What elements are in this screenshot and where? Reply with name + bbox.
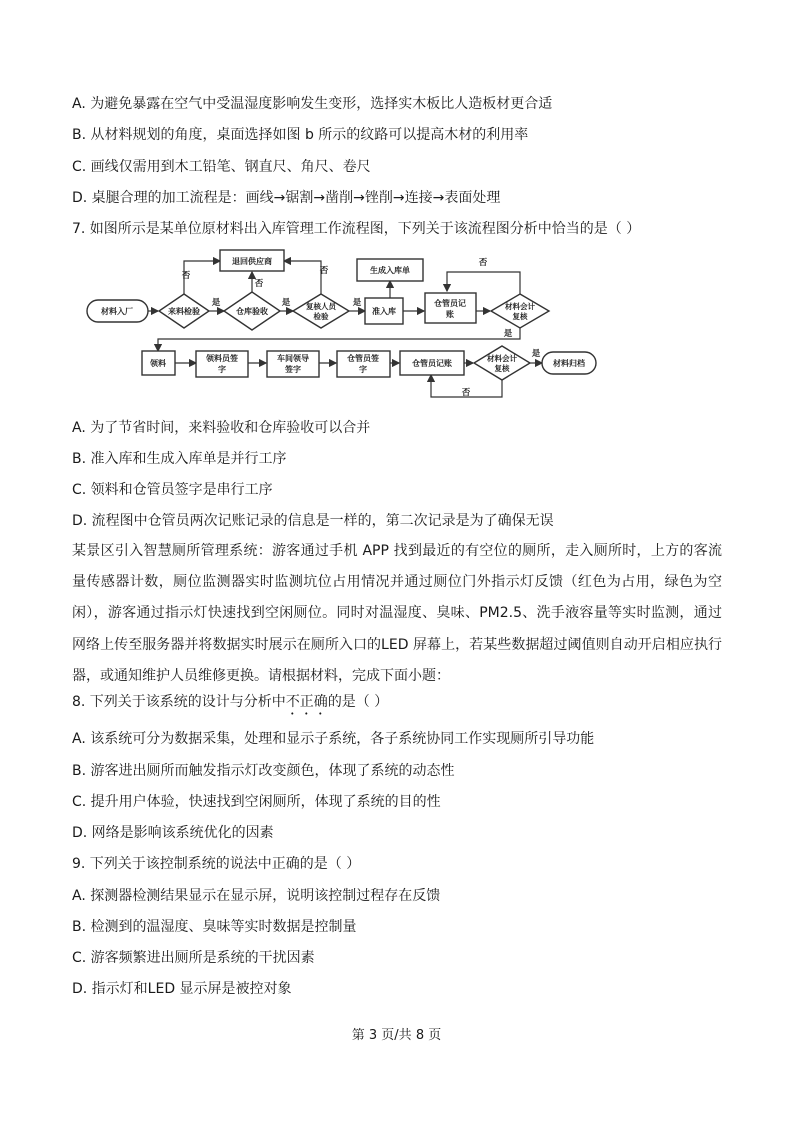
label-acct2-l2: 复核 [494, 364, 510, 373]
label-keeper-sign-l2: 字 [359, 365, 367, 374]
edge-yes-check2: 是 [281, 298, 291, 308]
q6-option-a: A. 为避免暴露在空气中受温湿度影响发生变形，选择实木板比人造板材更合适 [72, 96, 553, 112]
q8-option-d: D. 网络是影响该系统优化的因素 [72, 825, 274, 841]
edge-no-check2: 否 [254, 279, 264, 289]
label-archive: 材料归档 [553, 359, 585, 368]
label-check1: 来料检验 [168, 307, 200, 316]
label-acct2-l1: 材料会计 [487, 354, 517, 363]
q8-option-b: B. 游客进出厕所而触发指示灯改变颜色，体现了系统的动态性 [72, 763, 455, 779]
edge-no-acct2: 否 [461, 388, 471, 398]
node-acct1 [491, 294, 549, 328]
node-check3 [293, 294, 349, 328]
q7-option-c: C. 领料和仓管员签字是串行工序 [72, 482, 273, 498]
q9-option-a: A. 探测器检测结果显示在显示屏，说明该控制过程存在反馈 [72, 888, 441, 904]
q8-stem-post: 的是（ ） [327, 694, 389, 710]
q8-option-a: A. 该系统可分为数据采集，处理和显示子系统，各子系统协同工作实现厕所引导功能 [72, 731, 595, 747]
q6-option-d: D. 桌腿合理的加工流程是：画线→锯割→凿削→锉削→连接→表面处理 [72, 190, 501, 206]
q7-option-d: D. 流程图中仓管员两次记账记录的信息是一样的，第二次记录是为了确保无误 [72, 513, 554, 529]
edge-no-check1: 否 [181, 271, 191, 281]
q8-option-c: C. 提升用户体验，快速找到空闲厕所，体现了系统的目的性 [72, 794, 441, 810]
material-paragraph: 某景区引入智慧厕所管理系统：游客通过手机 APP 找到最近的有空位的厕所，走入厕所时，上方的客流量传感器计数，厕位监测器实时监测坑位占用情况并通过厕位门外指示灯反馈（红色为占用，绿色为空闲），游客通过指示灯快速找到空闲厕位。同时对温湿度、臭味、PM2.5、洗手液容量等实时监测，通过网络上传至服务器并将数据实时展示在厕所入口的LED 屏幕上，若某些数据超过阈值则自动开启相应执行器，或通知维护人员维修更换。请根据材料，完成下面小题： [72, 543, 722, 684]
q8-stem-pre: 8. 下列关于该系统的设计与分析中 [72, 694, 286, 710]
label-keeper-rec2: 仓管员记账 [412, 359, 452, 368]
q9-option-d: D. 指示灯和LED 显示屏是被控对象 [72, 981, 292, 997]
label-pick: 领料 [150, 359, 166, 368]
label-keeper-rec1-l2: 账 [446, 310, 454, 319]
edge-yes-check3: 是 [352, 298, 362, 308]
edge-yes-acct2: 是 [531, 349, 541, 359]
q6-option-b: B. 从材料规划的角度，桌面选择如图 b 所示的纹路可以提高木材的利用率 [72, 127, 529, 143]
label-keeper-rec1-l1: 仓管员记 [434, 299, 466, 308]
q7-option-a: A. 为了节省时间，来料验收和仓库验收可以合并 [72, 420, 371, 436]
label-check3-l1: 复核人员 [306, 302, 336, 311]
page-footer: 第 3 页/共 8 页 [351, 1028, 442, 1043]
node-acct2 [474, 346, 530, 380]
edge-no-check3: 否 [319, 266, 329, 276]
label-leader-sign-l1: 车间领导 [277, 354, 309, 363]
q9-option-b: B. 检测到的温湿度、臭味等实时数据是控制量 [72, 919, 357, 935]
label-start: 材料入厂 [101, 307, 133, 316]
label-check2: 仓库验收 [236, 307, 268, 316]
q9-option-c: C. 游客频繁进出厕所是系统的干扰因素 [72, 950, 315, 966]
q8-stem-emphasis: 不正确 [285, 694, 328, 710]
label-acct1-l2: 复核 [512, 312, 528, 321]
label-acct1-l1: 材料会计 [505, 302, 535, 311]
q6-option-c: C. 画线仅需用到木工铅笔、钢直尺、角尺、卷尺 [72, 159, 371, 175]
label-gen-slip: 生成入库单 [370, 266, 410, 275]
label-leader-sign-l2: 签字 [285, 365, 301, 374]
label-check3-l2: 检验 [313, 312, 329, 321]
q7-stem: 7. 如图所示是某单位原材料出入库管理工作流程图，下列关于该流程图分析中恰当的是（ ） [72, 221, 641, 237]
q8-stem [72, 692, 388, 718]
label-picker-sign-l1: 领料员签 [206, 354, 238, 363]
q9-stem: 9. 下列关于该控制系统的说法中正确的是（ ） [72, 856, 361, 872]
edge-yes-check1: 是 [211, 298, 221, 308]
label-picker-sign-l2: 字 [218, 365, 226, 374]
label-keeper-sign-l1: 仓管员签 [347, 354, 379, 363]
label-return: 退回供应商 [232, 257, 272, 266]
material-flowchart [86, 247, 601, 405]
q7-option-b: B. 准入库和生成入库单是并行工序 [72, 451, 287, 467]
label-stock-in: 准入库 [372, 307, 396, 316]
edge-yes-acct1: 是 [503, 329, 513, 339]
edge-no-acct1: 否 [478, 258, 488, 268]
